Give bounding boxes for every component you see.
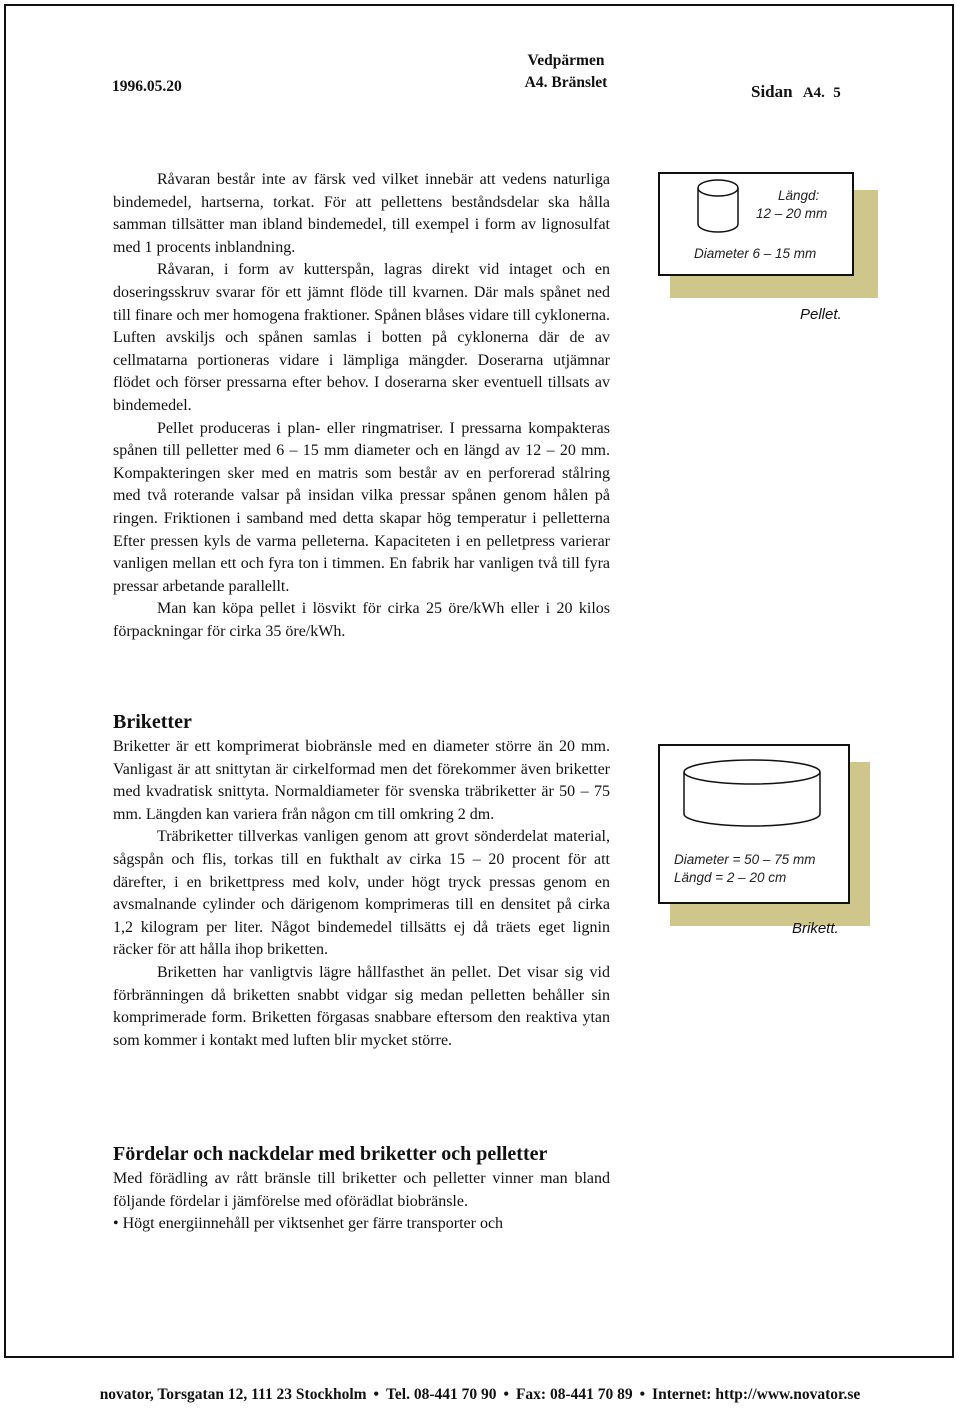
header-page-section: A4. [802, 85, 825, 101]
briketter-section [113, 710, 610, 1052]
briketter-paragraph-2: Träbriketter tillverkas vanligen genom att grovt sönderdelat material, sågspån och flis, torkas till en fukthalt av cirka 15 – 20 procent för att därefter, i en brikettpress med kolv, under högt tryck pressas genom en avsmalnande cylinder och därigenom komprimeras till en densitet på cirka 1,2 kilogram per liter. Något bindemedel tillsätts ej då träets eget lignin räcker för att hålla ihop briketten. [113, 828, 610, 959]
pellet-paragraph-2: Råvaran, i form av kutterspån, lagras direkt vid intaget och en doseringsskruv svarar för ett jämnt flöde till kvarnen. Där mals spånet ned till finare och mer homogena fraktioner. Spånen blåses vidare till cyklonerna. Luften avskiljs och spånen samlas i botten på cyklonerna där de av cellmatarna portioneras vidare i lämpliga mängder. Doserarna utjämnar flödet och förser pressarna efter behov. I doserarna sker eventuell tillsats av bindemedel. [113, 261, 610, 414]
footer-fax: Fax: 08-441 70 89 [515, 1386, 633, 1403]
footer-bullet-icon: • [639, 1386, 646, 1403]
header-title: Vedpärmen [527, 52, 605, 69]
brikett-caption: Brikett. [792, 920, 839, 937]
briketter-paragraph-1: Briketter är ett komprimerat biobränsle med en diameter större än 20 mm. Vanligast är att snittytan är cirkelformad men det förekommer även briketter med kvadratisk snittyta. Normaldiameter för svenska träbriketter är 50 – 75 mm. Längden kan variera från någon cm till omkring 2 dm. [113, 738, 610, 823]
brikett-diameter-label: Diameter = 50 – 75 mm [674, 852, 816, 867]
pellet-paragraph-4: Man kan köpa pellet i lösvikt för cirka 25 öre/kWh eller i 20 kilos förpackningar för cirka 35 öre/kWh. [113, 600, 610, 640]
fordelar-section [113, 1142, 610, 1236]
header-page [751, 82, 841, 102]
footer-bullet-icon: • [373, 1386, 379, 1403]
footer-tel: Tel. 08-441 70 90 [385, 1386, 497, 1403]
pellet-length-label: Längd: [778, 188, 820, 203]
pellet-length-value: 12 – 20 mm [756, 206, 828, 221]
fordelar-bullet-1-text: Högt energiinnehåll per viktsenhet ger färre transporter och [122, 1215, 504, 1233]
fordelar-heading: Fördelar och nackdelar med briketter och pelletter [113, 1143, 548, 1165]
footer-bullet-icon: • [503, 1386, 509, 1403]
briketter-paragraph-3: Briketten har vanligtvis lägre hållfasthet än pellet. Det visar sig vid förbränningen då briketten snabbt vidgar sig medan pelletten behåller sin komprimerade form. Briketten förgasas snabbare eftersom den reaktiva ytan som kommer i kontakt med luften blir mycket större. [113, 963, 610, 1049]
page-frame [4, 4, 954, 1358]
brikett-figure [658, 744, 850, 904]
bullet-icon: • [113, 1215, 123, 1233]
header-title-block [506, 50, 626, 94]
footer [0, 1386, 960, 1404]
header-page-label: Sidan [751, 82, 793, 101]
pellet-diameter-label: Diameter 6 – 15 mm [694, 246, 817, 261]
header-section: A4. Bränslet [524, 74, 608, 91]
footer-internet: Internet: http://www.novator.se [652, 1386, 861, 1403]
pellet-cylinder-icon [690, 176, 750, 256]
header-page-number: 5 [833, 85, 841, 101]
pellet-paragraph-1: Råvaran består inte av färsk ved vilket innebär att vedens naturliga bindemedel, hartserna, torkat. För att pellettens beståndsdelar ska hålla samman tillsätter man ibland bindemedel, till exempel i form av lignosulfat med 1 procents inblandning. [113, 171, 610, 256]
header-date: 1996.05.20 [112, 78, 182, 95]
fordelar-paragraph-1: Med förädling av rått bränsle till briketter och pelletter vinner man bland följande fördelar i jämförelse med oförädlat biobränsle. [113, 1170, 610, 1210]
pellet-figure [658, 172, 854, 276]
pellet-paragraph-3: Pellet produceras i plan- eller ringmatriser. I pressarna kompakteras spånen till pelletter med 6 – 15 mm diameter och en längd av 12 – 20 mm. Kompakteringen sker med en matris som består av en perforerad stålring med två roterande valsar på insidan vilka pressar spånen genom hålen på ringen. Friktionen i samband med detta skapar hög temperatur i pelletterna Efter pressen kyls de varma pelleterna. Kapaciteten i en pelletpress varierar vanligen mellan ett och fyra ton i timmen. En fabrik har vanligen två till fyra pressar arbetande parallellt. [113, 419, 610, 595]
briketter-heading: Briketter [113, 711, 192, 733]
fordelar-bullet-1 [113, 1213, 610, 1236]
pellet-caption: Pellet. [800, 306, 842, 323]
brikett-length-label: Längd = 2 – 20 cm [674, 870, 787, 885]
pellet-section [113, 169, 610, 643]
footer-company: novator, Torsgatan 12, 111 23 Stockholm [99, 1386, 367, 1403]
brikett-cylinder-icon [664, 752, 844, 832]
